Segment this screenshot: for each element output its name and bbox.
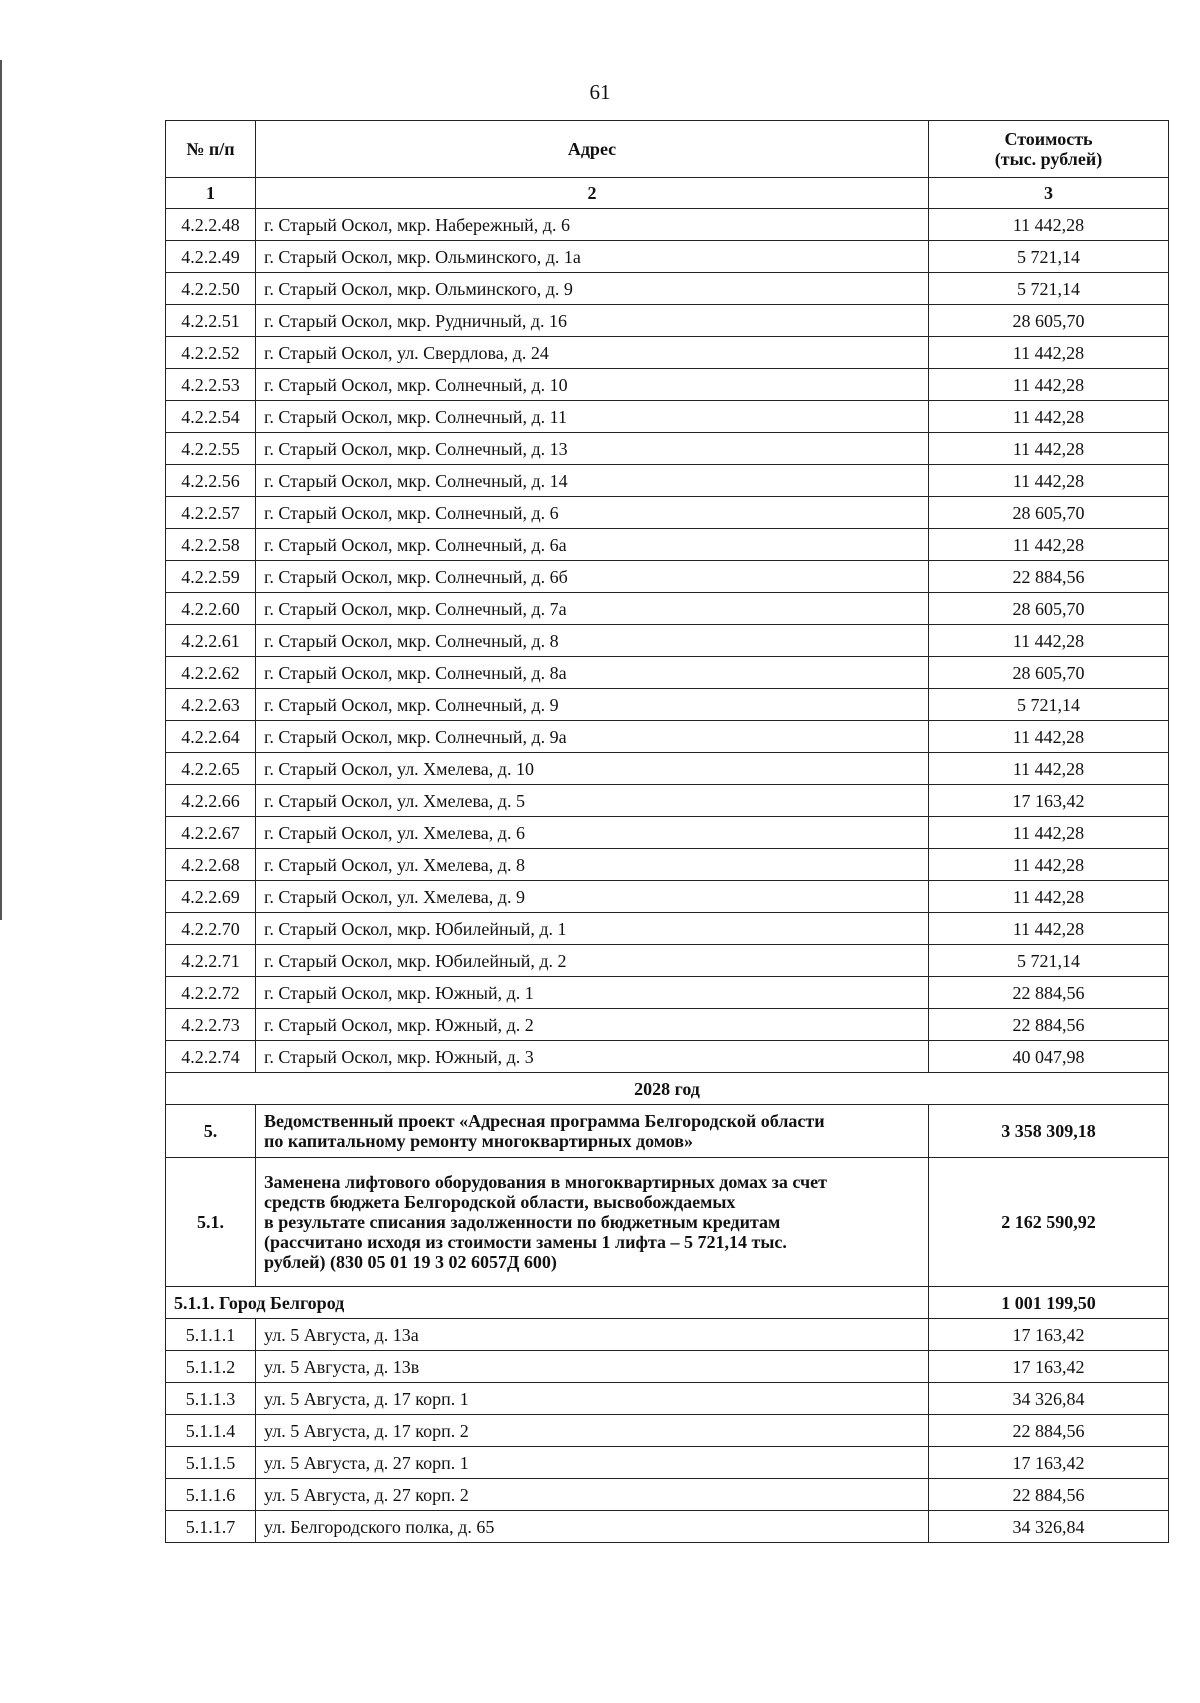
subproject-title-line: Заменена лифтового оборудования в многоквартирных домах за счет (264, 1172, 827, 1192)
row-address: г. Старый Оскол, мкр. Солнечный, д. 6б (256, 561, 929, 593)
row-cost: 5 721,14 (929, 241, 1169, 273)
row-number: 4.2.2.61 (166, 625, 256, 657)
row-address: г. Старый Оскол, ул. Хмелева, д. 5 (256, 785, 929, 817)
row-cost: 17 163,42 (929, 1319, 1169, 1351)
row-address: г. Старый Оскол, мкр. Солнечный, д. 8 (256, 625, 929, 657)
row-cost: 34 326,84 (929, 1511, 1169, 1543)
row-address: ул. Белгородского полка, д. 65 (256, 1511, 929, 1543)
row-number: 4.2.2.54 (166, 401, 256, 433)
header-address: Адрес (256, 121, 929, 178)
table-row (166, 497, 1169, 529)
cost-table (165, 120, 1169, 1543)
row-number: 4.2.2.62 (166, 657, 256, 689)
row-cost: 22 884,56 (929, 977, 1169, 1009)
row-number: 4.2.2.71 (166, 945, 256, 977)
project-title-line: по капитальному ремонту многоквартирных домов» (264, 1131, 694, 1151)
table-row (166, 465, 1169, 497)
table-row (166, 689, 1169, 721)
row-address: г. Старый Оскол, ул. Хмелева, д. 6 (256, 817, 929, 849)
row-address: г. Старый Оскол, мкр. Солнечный, д. 8а (256, 657, 929, 689)
row-cost: 22 884,56 (929, 561, 1169, 593)
row-address: ул. 5 Августа, д. 17 корп. 2 (256, 1415, 929, 1447)
row-address: г. Старый Оскол, мкр. Ольминского, д. 1а (256, 241, 929, 273)
header-cost-line1: Стоимость (1004, 129, 1093, 149)
table-row (166, 945, 1169, 977)
table-row (166, 657, 1169, 689)
row-address: ул. 5 Августа, д. 17 корп. 1 (256, 1383, 929, 1415)
subproject-row (166, 1158, 1169, 1287)
row-cost: 11 442,28 (929, 849, 1169, 881)
section-rows (166, 1073, 1169, 1319)
row-address: г. Старый Оскол, мкр. Южный, д. 1 (256, 977, 929, 1009)
year-row (166, 1073, 1169, 1105)
row-cost: 11 442,28 (929, 913, 1169, 945)
table-row (166, 1447, 1169, 1479)
header-cost (929, 121, 1169, 178)
row-address: г. Старый Оскол, мкр. Солнечный, д. 14 (256, 465, 929, 497)
table-row (166, 1383, 1169, 1415)
row-cost: 11 442,28 (929, 529, 1169, 561)
header-number: № п/п (166, 121, 256, 178)
column-number: 2 (256, 178, 929, 209)
row-number: 4.2.2.58 (166, 529, 256, 561)
table-row (166, 881, 1169, 913)
row-cost: 34 326,84 (929, 1383, 1169, 1415)
row-cost: 22 884,56 (929, 1415, 1169, 1447)
column-number-row (166, 178, 1169, 209)
row-number: 4.2.2.57 (166, 497, 256, 529)
table-row (166, 1041, 1169, 1073)
row-number: 4.2.2.52 (166, 337, 256, 369)
table-row (166, 561, 1169, 593)
row-cost: 11 442,28 (929, 433, 1169, 465)
project-title-line: Ведомственный проект «Адресная программа Белгородской области (264, 1111, 825, 1131)
table-row (166, 337, 1169, 369)
table-row (166, 1351, 1169, 1383)
row-cost: 11 442,28 (929, 881, 1169, 913)
row-address: ул. 5 Августа, д. 13в (256, 1351, 929, 1383)
subproject-cost: 2 162 590,92 (929, 1158, 1169, 1287)
row-number: 4.2.2.65 (166, 753, 256, 785)
table-row (166, 369, 1169, 401)
table-row (166, 1511, 1169, 1543)
row-address: г. Старый Оскол, мкр. Солнечный, д. 7а (256, 593, 929, 625)
row-address: г. Старый Оскол, мкр. Солнечный, д. 10 (256, 369, 929, 401)
page-number: 61 (589, 80, 611, 104)
row-cost: 11 442,28 (929, 753, 1169, 785)
column-number: 1 (166, 178, 256, 209)
table-row (166, 785, 1169, 817)
subproject-title (256, 1158, 929, 1287)
row-cost: 11 442,28 (929, 209, 1169, 241)
row-number: 4.2.2.60 (166, 593, 256, 625)
table-row (166, 209, 1169, 241)
city-cost: 1 001 199,50 (929, 1287, 1169, 1319)
table-row (166, 721, 1169, 753)
row-number: 4.2.2.68 (166, 849, 256, 881)
row-number: 4.2.2.73 (166, 1009, 256, 1041)
table-row (166, 1319, 1169, 1351)
row-number: 4.2.2.64 (166, 721, 256, 753)
row-number: 5.1.1.5 (166, 1447, 256, 1479)
table-row (166, 977, 1169, 1009)
project-number: 5. (166, 1105, 256, 1158)
row-number: 5.1.1.2 (166, 1351, 256, 1383)
row-cost: 40 047,98 (929, 1041, 1169, 1073)
row-address: г. Старый Оскол, ул. Свердлова, д. 24 (256, 337, 929, 369)
table-row (166, 241, 1169, 273)
rows-group-b (166, 1319, 1169, 1543)
row-address: г. Старый Оскол, мкр. Южный, д. 2 (256, 1009, 929, 1041)
header-cost-line2: (тыс. рублей) (994, 149, 1103, 169)
table-row (166, 625, 1169, 657)
row-address: г. Старый Оскол, мкр. Набережный, д. 6 (256, 209, 929, 241)
table-row (166, 913, 1169, 945)
row-cost: 28 605,70 (929, 593, 1169, 625)
rows-group-a (166, 209, 1169, 1073)
row-cost: 28 605,70 (929, 305, 1169, 337)
row-address: г. Старый Оскол, мкр. Ольминского, д. 9 (256, 273, 929, 305)
table-row (166, 817, 1169, 849)
row-cost: 28 605,70 (929, 657, 1169, 689)
row-cost: 11 442,28 (929, 337, 1169, 369)
subproject-title-line: средств бюджета Белгородской области, высвобождаемых (264, 1192, 736, 1212)
row-cost: 11 442,28 (929, 401, 1169, 433)
row-cost: 11 442,28 (929, 625, 1169, 657)
table-row (166, 401, 1169, 433)
row-address: г. Старый Оскол, мкр. Солнечный, д. 11 (256, 401, 929, 433)
row-cost: 11 442,28 (929, 465, 1169, 497)
row-number: 4.2.2.69 (166, 881, 256, 913)
row-cost: 17 163,42 (929, 785, 1169, 817)
row-number: 4.2.2.66 (166, 785, 256, 817)
row-address: г. Старый Оскол, мкр. Солнечный, д. 9а (256, 721, 929, 753)
row-address: г. Старый Оскол, мкр. Солнечный, д. 13 (256, 433, 929, 465)
table-row (166, 849, 1169, 881)
table-row (166, 593, 1169, 625)
year-label: 2028 год (166, 1073, 1169, 1105)
column-number: 3 (929, 178, 1169, 209)
row-address: ул. 5 Августа, д. 27 корп. 1 (256, 1447, 929, 1479)
row-address: г. Старый Оскол, мкр. Рудничный, д. 16 (256, 305, 929, 337)
row-number: 4.2.2.74 (166, 1041, 256, 1073)
city-label: 5.1.1. Город Белгород (166, 1287, 929, 1319)
row-address: г. Старый Оскол, мкр. Солнечный, д. 9 (256, 689, 929, 721)
scan-edge-mark (0, 60, 2, 920)
row-number: 4.2.2.55 (166, 433, 256, 465)
row-number: 4.2.2.70 (166, 913, 256, 945)
row-number: 5.1.1.4 (166, 1415, 256, 1447)
row-number: 4.2.2.51 (166, 305, 256, 337)
table-row (166, 1009, 1169, 1041)
row-address: г. Старый Оскол, мкр. Солнечный, д. 6 (256, 497, 929, 529)
row-number: 4.2.2.63 (166, 689, 256, 721)
table-row (166, 433, 1169, 465)
row-cost: 17 163,42 (929, 1351, 1169, 1383)
row-address: г. Старый Оскол, мкр. Юбилейный, д. 2 (256, 945, 929, 977)
row-cost: 5 721,14 (929, 273, 1169, 305)
row-cost: 5 721,14 (929, 945, 1169, 977)
row-cost: 22 884,56 (929, 1479, 1169, 1511)
row-number: 4.2.2.67 (166, 817, 256, 849)
row-cost: 11 442,28 (929, 721, 1169, 753)
row-cost: 5 721,14 (929, 689, 1169, 721)
subproject-number: 5.1. (166, 1158, 256, 1287)
subproject-title-line: (рассчитано исходя из стоимости замены 1 лифта – 5 721,14 тыс. (264, 1232, 787, 1252)
row-cost: 28 605,70 (929, 497, 1169, 529)
row-cost: 11 442,28 (929, 817, 1169, 849)
row-number: 4.2.2.72 (166, 977, 256, 1009)
row-address: г. Старый Оскол, мкр. Юбилейный, д. 1 (256, 913, 929, 945)
city-row (166, 1287, 1169, 1319)
header-row (166, 121, 1169, 178)
table-row (166, 753, 1169, 785)
row-address: г. Старый Оскол, ул. Хмелева, д. 8 (256, 849, 929, 881)
row-address: г. Старый Оскол, ул. Хмелева, д. 9 (256, 881, 929, 913)
row-address: г. Старый Оскол, мкр. Солнечный, д. 6а (256, 529, 929, 561)
row-address: г. Старый Оскол, мкр. Южный, д. 3 (256, 1041, 929, 1073)
row-number: 5.1.1.1 (166, 1319, 256, 1351)
row-cost: 11 442,28 (929, 369, 1169, 401)
row-address: г. Старый Оскол, ул. Хмелева, д. 10 (256, 753, 929, 785)
project-title (256, 1105, 929, 1158)
row-number: 5.1.1.3 (166, 1383, 256, 1415)
table-row (166, 273, 1169, 305)
table-row (166, 1479, 1169, 1511)
row-number: 4.2.2.56 (166, 465, 256, 497)
row-number: 4.2.2.49 (166, 241, 256, 273)
table-row (166, 305, 1169, 337)
row-number: 4.2.2.59 (166, 561, 256, 593)
row-number: 5.1.1.7 (166, 1511, 256, 1543)
row-cost: 22 884,56 (929, 1009, 1169, 1041)
table-row (166, 529, 1169, 561)
row-number: 4.2.2.53 (166, 369, 256, 401)
table-row (166, 1415, 1169, 1447)
project-row (166, 1105, 1169, 1158)
row-number: 4.2.2.50 (166, 273, 256, 305)
subproject-title-line: в результате списания задолженности по бюджетным кредитам (264, 1212, 781, 1232)
project-cost: 3 358 309,18 (929, 1105, 1169, 1158)
row-address: ул. 5 Августа, д. 13а (256, 1319, 929, 1351)
subproject-title-line: рублей) (830 05 01 19 3 02 6057Д 600) (264, 1252, 557, 1272)
row-cost: 17 163,42 (929, 1447, 1169, 1479)
row-address: ул. 5 Августа, д. 27 корп. 2 (256, 1479, 929, 1511)
row-number: 5.1.1.6 (166, 1479, 256, 1511)
row-number: 4.2.2.48 (166, 209, 256, 241)
